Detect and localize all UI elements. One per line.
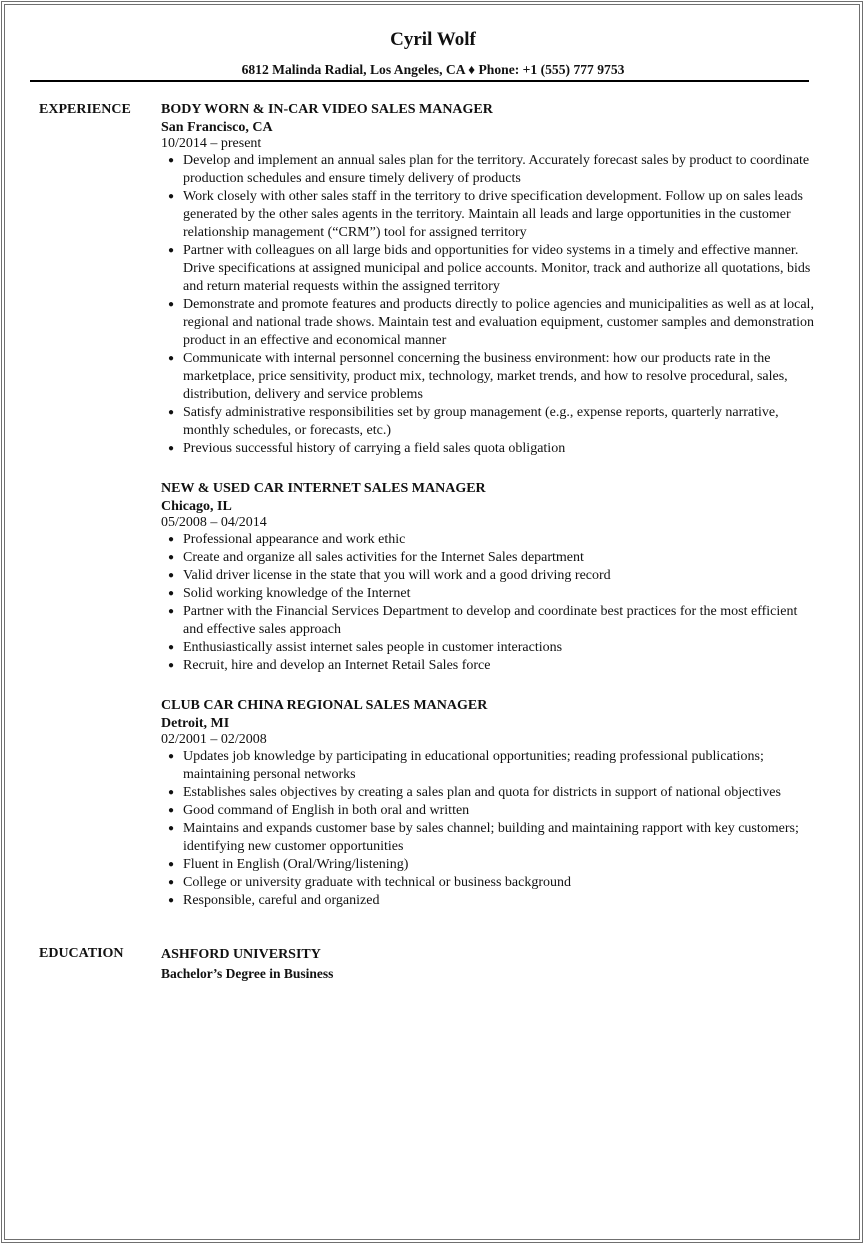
bullet-text: Develop and implement an annual sales plan for the territory. Accurately forecast sales by product to coordinate production schedules and ensure timely delivery of products: [183, 153, 810, 186]
education-degree: Bachelor’s Degree in Business: [161, 966, 334, 981]
bullet-text: College or university graduate with technical or business background: [183, 875, 572, 890]
job-location: San Francisco, CA: [161, 120, 273, 135]
education-school: ASHFORD UNIVERSITY: [161, 947, 321, 962]
bullet-icon: ●: [168, 787, 175, 798]
experience-section-label: EXPERIENCE: [39, 102, 131, 117]
bullet-text: Fluent in English (Oral/Wring/listening): [183, 857, 409, 872]
bullet-icon: ●: [168, 552, 175, 563]
bullet-text: Partner with the Financial Services Department to develop and coordinate best practices for the most efficient and effective sales approach: [183, 604, 798, 637]
bullet-icon: ●: [168, 155, 175, 166]
list-item: [161, 188, 821, 242]
list-item: [161, 440, 821, 458]
bullet-icon: ●: [168, 660, 175, 671]
list-item: [161, 657, 821, 675]
bullet-text: Solid working knowledge of the Internet: [183, 586, 411, 601]
list-item: [161, 639, 821, 657]
bullet-icon: ●: [168, 859, 175, 870]
bullet-text: Maintains and expands customer base by sales channel; building and maintaining rapport with key customers; identifying new customer opportunities: [183, 821, 799, 854]
bullet-text: Updates job knowledge by participating in educational opportunities; reading professional publications; maintaining personal networks: [183, 749, 764, 782]
job-title: BODY WORN & IN-CAR VIDEO SALES MANAGER: [161, 102, 493, 117]
list-item: [161, 531, 821, 549]
bullet-text: Professional appearance and work ethic: [183, 532, 406, 547]
bullet-icon: ●: [168, 642, 175, 653]
bullet-text: Good command of English in both oral and written: [183, 803, 470, 818]
list-item: [161, 296, 821, 350]
bullet-text: Partner with colleagues on all large bids and opportunities for video systems in a timely and effective manner. Drive specifications at assigned municipal and police accounts. Monitor, track and authorize all quotations, bids and return material requests within the assigned territory: [183, 243, 811, 294]
experience-section: [161, 101, 821, 932]
list-item: [161, 152, 821, 188]
bullet-text: Communicate with internal personnel concerning the business environment: how our products rate in the marketplace, price sensitivity, product mix, technology, market trends, and how to resolve procedural, sales, distribution, delivery and service problems: [183, 351, 788, 402]
list-item: [161, 567, 821, 585]
bullet-text: Establishes sales objectives by creating a sales plan and quota for districts in support of national objectives: [183, 785, 781, 800]
education-section: [161, 945, 821, 983]
job-entry: [161, 697, 821, 910]
bullet-text: Demonstrate and promote features and products directly to police agencies and municipalities as well as at local, regional and national trade shows. Maintain test and evaluation equipment, customer samples and demonstration product in an effective and economical manner: [183, 297, 815, 348]
bullet-text: Responsible, careful and organized: [183, 893, 380, 908]
job-entry: [161, 480, 821, 675]
bullet-icon: ●: [168, 877, 175, 888]
list-item: [161, 802, 821, 820]
bullet-text: Enthusiastically assist internet sales people in customer interactions: [183, 640, 563, 655]
list-item: [161, 549, 821, 567]
job-title: CLUB CAR CHINA REGIONAL SALES MANAGER: [161, 698, 488, 713]
list-item: [161, 820, 821, 856]
header-divider: [30, 80, 809, 82]
bullet-icon: ●: [168, 570, 175, 581]
candidate-name: Cyril Wolf: [390, 29, 476, 50]
list-item: [161, 856, 821, 874]
job-dates: 05/2008 – 04/2014: [161, 515, 267, 530]
bullet-icon: ●: [168, 823, 175, 834]
bullet-text: Valid driver license in the state that you will work and a good driving record: [183, 568, 611, 583]
list-item: [161, 404, 821, 440]
job-dates: 10/2014 – present: [161, 136, 262, 151]
list-item: [161, 350, 821, 404]
bullet-icon: ●: [168, 191, 175, 202]
list-item: [161, 784, 821, 802]
bullet-text: Create and organize all sales activities for the Internet Sales department: [183, 550, 584, 565]
bullet-icon: ●: [168, 245, 175, 256]
job-bullet-list: [161, 531, 821, 675]
bullet-text: Recruit, hire and develop an Internet Retail Sales force: [183, 658, 491, 673]
bullet-icon: ●: [168, 353, 175, 364]
list-item: [161, 603, 821, 639]
bullet-icon: ●: [168, 407, 175, 418]
bullet-icon: ●: [168, 299, 175, 310]
bullet-icon: ●: [168, 443, 175, 454]
education-section-label: EDUCATION: [39, 946, 124, 961]
bullet-icon: ●: [168, 534, 175, 545]
job-location: Detroit, MI: [161, 716, 230, 731]
bullet-icon: ●: [168, 751, 175, 762]
list-item: [161, 874, 821, 892]
job-title: NEW & USED CAR INTERNET SALES MANAGER: [161, 481, 486, 496]
contact-line: 6812 Malinda Radial, Los Angeles, CA ♦ Phone: +1 (555) 777 9753: [241, 62, 625, 77]
bullet-icon: ●: [168, 805, 175, 816]
bullet-icon: ●: [168, 588, 175, 599]
list-item: [161, 585, 821, 603]
job-location: Chicago, IL: [161, 499, 232, 514]
bullet-text: Satisfy administrative responsibilities set by group management (e.g., expense reports, quarterly narrative, monthly schedules, or forecasts, etc.): [183, 405, 779, 438]
job-bullet-list: [161, 748, 821, 910]
bullet-text: Work closely with other sales staff in the territory to drive specification development. Follow up on sales leads generated by the other sales agents in the territory. Maintain all leads and large opportunities in the customer relationship management (“CRM”) tool for assigned territory: [183, 189, 803, 240]
list-item: [161, 892, 821, 910]
bullet-icon: ●: [168, 606, 175, 617]
bullet-icon: ●: [168, 895, 175, 906]
list-item: [161, 242, 821, 296]
list-item: [161, 748, 821, 784]
bullet-text: Previous successful history of carrying a field sales quota obligation: [183, 441, 566, 456]
job-bullet-list: [161, 152, 821, 458]
job-dates: 02/2001 – 02/2008: [161, 732, 267, 747]
job-entry: [161, 101, 821, 458]
